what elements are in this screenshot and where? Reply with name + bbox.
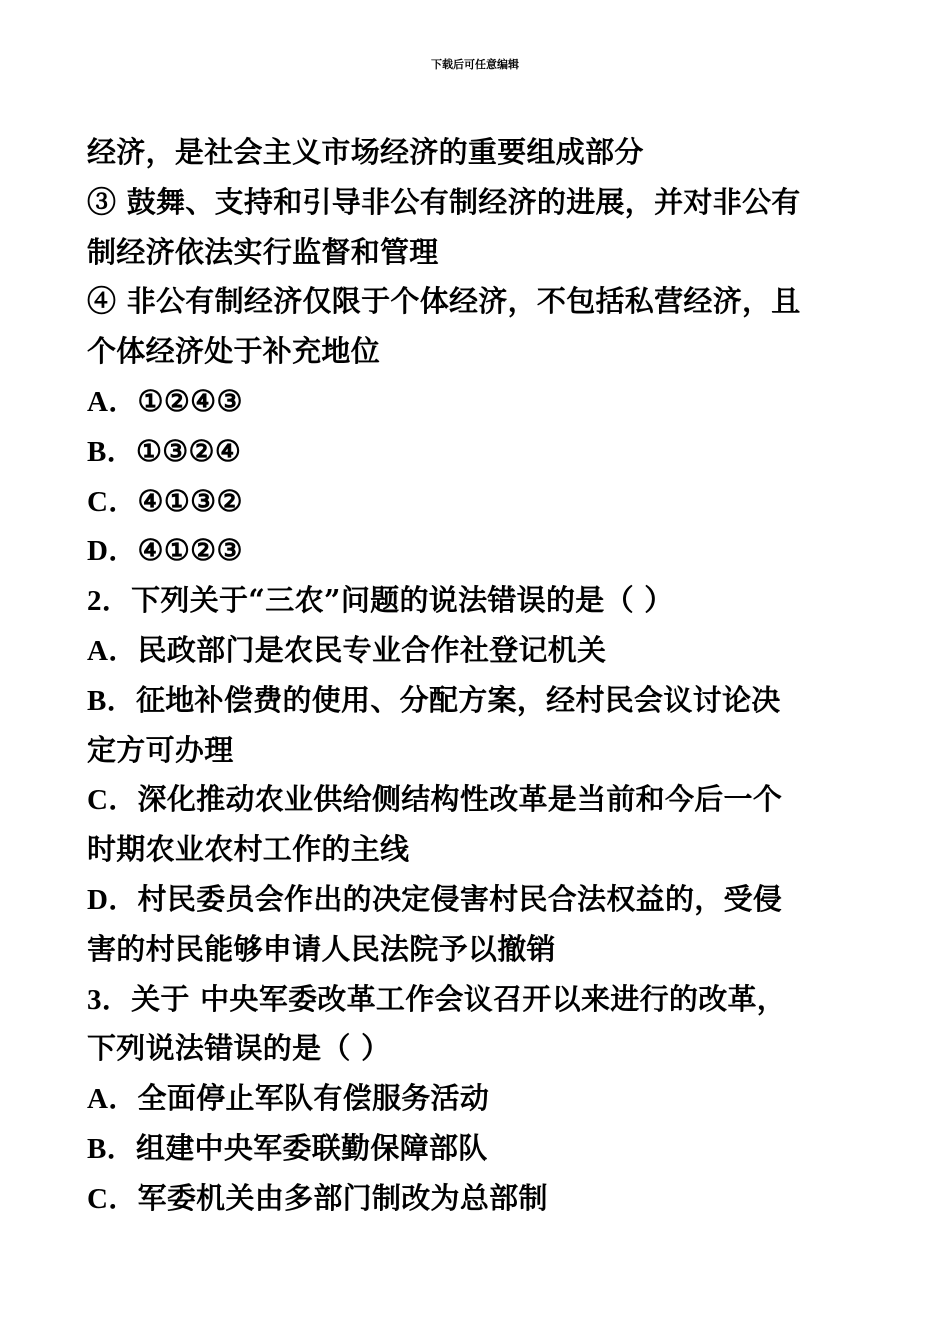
- option-marker: A．: [87, 1083, 138, 1116]
- q3-option-b: [87, 1124, 867, 1174]
- option-marker: D．: [87, 883, 138, 916]
- option-text: ①②④③: [137, 383, 243, 418]
- line-text: 个体经济处于补充地位: [87, 334, 381, 369]
- q3-option-a: [87, 1074, 867, 1124]
- q2-option-d-cont: [87, 925, 867, 975]
- option-text: 时期农业农村工作的主线: [87, 832, 410, 867]
- text-line-1: [87, 128, 867, 178]
- option-marker: C．: [87, 784, 138, 817]
- page-header: 下载后可任意编辑: [431, 58, 519, 71]
- option-marker: B．: [87, 684, 136, 717]
- option-text: 组建中央军委联勤保障部队: [135, 1130, 488, 1165]
- option-text: 全面停止军队有偿服务活动: [137, 1081, 490, 1116]
- option-line-c: [87, 477, 867, 527]
- option-marker: A．: [87, 634, 138, 667]
- option-text: ④①③②: [137, 483, 243, 518]
- question-text: 关于 中央军委改革工作会议召开以来进行的改革，: [131, 981, 787, 1016]
- question-number: 3．: [87, 983, 132, 1016]
- document-body: [87, 128, 867, 1224]
- question-3-cont: [87, 1024, 867, 1074]
- line-text: 制经济依法实行监督和管理: [87, 234, 439, 269]
- q3-option-c: [87, 1174, 867, 1224]
- option-text: 害的村民能够申请人民法院予以撤销: [87, 931, 556, 966]
- option-marker: D．: [87, 535, 138, 568]
- question-text: 下列说法错误的是（ ）: [87, 1031, 391, 1066]
- question-3: [87, 975, 867, 1025]
- option-marker: B．: [87, 1132, 136, 1165]
- text-line-4: [87, 277, 867, 327]
- option-text: ①③②④: [135, 433, 242, 468]
- option-marker: C．: [87, 1182, 138, 1215]
- option-line-a: [87, 377, 867, 427]
- q2-option-b-cont: [87, 726, 867, 776]
- question-2: [87, 576, 867, 626]
- line-text: 经济，是社会主义市场经济的重要组成部分: [87, 135, 644, 169]
- option-line-d: [87, 526, 867, 576]
- line-text: ④ 非公有制经济仅限于个体经济，不包括私营经济，且: [87, 284, 801, 319]
- option-text: ④①②③: [137, 533, 243, 568]
- q2-option-b: [87, 676, 867, 726]
- option-text: 村民委员会作出的决定侵害村民合法权益的，受侵: [137, 881, 783, 916]
- text-line-3: [87, 228, 867, 278]
- question-text: 下列关于“三农”问题的说法错误的是（ ）: [131, 583, 674, 618]
- q2-option-a: [87, 626, 867, 676]
- option-text: 深化推动农业供给侧结构性改革是当前和今后一个: [137, 782, 783, 817]
- option-text: 军委机关由多部门制改为总部制: [137, 1180, 548, 1215]
- option-text: 征地补偿费的使用、分配方案，经村民会议讨论决: [135, 682, 781, 717]
- question-number: 2．: [87, 585, 132, 618]
- option-marker: C．: [87, 485, 138, 518]
- option-marker: A．: [87, 385, 138, 418]
- option-line-b: [87, 427, 867, 477]
- option-marker: B．: [87, 435, 136, 468]
- text-line-5: [87, 327, 867, 377]
- text-line-2: [87, 178, 867, 228]
- q2-option-c: [87, 775, 867, 825]
- q2-option-c-cont: [87, 825, 867, 875]
- line-text: ③ 鼓舞、支持和引导非公有制经济的进展，并对非公有: [87, 184, 801, 219]
- q2-option-d: [87, 875, 867, 925]
- option-text: 民政部门是农民专业合作社登记机关: [137, 632, 607, 667]
- option-text: 定方可办理: [87, 732, 234, 767]
